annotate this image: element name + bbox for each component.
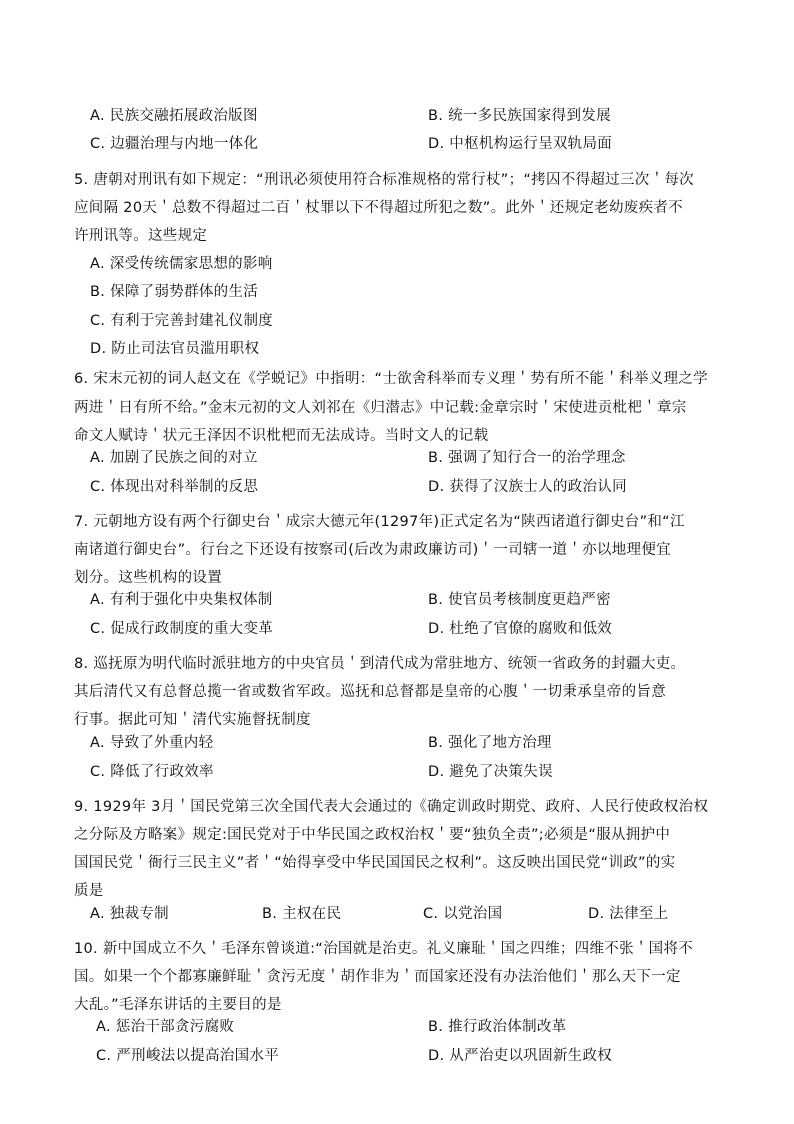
q10-stem-line-1: 10. 新中国成立不久＇毛泽东曾谈道:“治国就是治吏。礼义廉耻＇国之四维；四维不张＇国将不 bbox=[74, 941, 694, 957]
q6-option-c: C. 体现出对科举制的反思 bbox=[90, 479, 259, 495]
q5-stem-line-1: 5. 唐朝对刑讯有如下规定：“刑讯必须使用符合标准规格的常行杖”；“拷囚不得超过三次＇每次 bbox=[74, 172, 694, 188]
q7-stem-line-1: 7. 元朝地方设有两个行御史台＇成宗大德元年(1297年)正式定名为“陕西诸道行御史台”和“江 bbox=[74, 514, 685, 530]
q7-option-c: C. 促成行政制度的重大变革 bbox=[90, 621, 274, 637]
q4-option-b: B. 统一多民族国家得到发展 bbox=[428, 108, 611, 124]
q10-stem-line-2: 国。如果一个个都寡廉鲜耻＇贪污无度＇胡作非为＇而国家还没有办法治他们＇那么天下一定 bbox=[74, 969, 681, 985]
q5-option-d: D. 防止司法官员滥用职权 bbox=[90, 341, 260, 357]
q6-stem-line-1: 6. 宋末元初的词人赵文在《学蜕记》中指明：“士欲舍科举而专义理＇势有所不能＇科举义理之学 bbox=[74, 371, 708, 387]
q8-option-a: A. 导致了外重内轻 bbox=[90, 735, 214, 751]
q4-option-c: C. 边疆治理与内地一体化 bbox=[90, 136, 259, 152]
q8-stem-line-1: 8. 巡抚原为明代临时派驻地方的中央官员＇到清代成为常驻地方、统领一省政务的封疆大吏。 bbox=[74, 656, 686, 672]
q6-option-b: B. 强调了知行合一的治学理念 bbox=[428, 450, 626, 466]
q9-stem-line-2: 之分际及方略案》规定:国民党对于中华民国之政权治权＇要“独负全责”;必须是“服从拥护中 bbox=[74, 827, 671, 843]
q8-option-b: B. 强化了地方治理 bbox=[428, 735, 552, 751]
q4-option-a: A. 民族交融拓展政治版图 bbox=[90, 108, 258, 124]
q8-stem-line-3: 行事。据此可知＇清代实施督抚制度 bbox=[74, 712, 311, 728]
q6-stem-line-3: 命文人赋诗＇状元王泽因不识枇杷而无法成诗。当时文人的记载 bbox=[74, 428, 489, 444]
q9-option-b: B. 主权在民 bbox=[262, 906, 342, 922]
q10-option-c: C. 严刑峻法以提高治国水平 bbox=[96, 1048, 280, 1064]
q7-option-b: B. 使官员考核制度更趋严密 bbox=[428, 592, 611, 608]
q4-option-d: D. 中枢机构运行呈双轨局面 bbox=[428, 136, 613, 152]
q6-option-a: A. 加剧了民族之间的对立 bbox=[90, 450, 258, 466]
q9-option-a: A. 独裁专制 bbox=[90, 906, 169, 922]
q8-option-d: D. 避免了决策失误 bbox=[428, 764, 553, 780]
q10-option-a: A. 惩治干部贪污腐败 bbox=[96, 1019, 235, 1035]
q10-option-b: B. 推行政治体制改革 bbox=[428, 1019, 567, 1035]
q9-stem-line-4: 质是 bbox=[74, 883, 104, 899]
q5-option-b: B. 保障了弱势群体的生活 bbox=[90, 284, 259, 300]
q9-stem-line-3: 国国民党＇衙行三民主义”者＇“始得享受中华民国国民之权利”。这反映出国民党“训政”的实 bbox=[74, 855, 676, 871]
q9-option-c: C. 以党治国 bbox=[423, 906, 503, 922]
q7-stem-line-2: 南诸道行御史台”。行台之下还设有按察司(后改为肃政廉访司)＇一司辖一道＇亦以地理便宜 bbox=[74, 542, 671, 558]
q5-option-a: A. 深受传统儒家思想的影响 bbox=[90, 256, 273, 272]
q7-option-a: A. 有利于强化中央集权体制 bbox=[90, 592, 273, 608]
q5-option-c: C. 有利于完善封建礼仪制度 bbox=[90, 313, 274, 329]
q8-option-c: C. 降低了行政效率 bbox=[90, 764, 214, 780]
q8-stem-line-2: 其后清代又有总督总揽一省或数省军政。巡抚和总督都是皇帝的心腹＇一切秉承皇帝的旨意 bbox=[74, 684, 666, 700]
q7-stem-line-3: 划分。这些机构的设置 bbox=[74, 570, 222, 586]
q6-option-d: D. 获得了汉族士人的政治认同 bbox=[428, 479, 627, 495]
q5-stem-line-2: 应间隔 20天＇总数不得超过二百＇杖罪以下不得超过所犯之数”。此外＇还规定老幼废疾者不 bbox=[74, 200, 683, 216]
q10-option-d: D. 从严治吏以巩固新生政权 bbox=[428, 1048, 613, 1064]
q9-stem-line-1: 9. 1929年 3月＇国民党第三次全国代表大会通过的《确定训政时期党、政府、人民行使政权治权 bbox=[74, 799, 709, 815]
q10-stem-line-3: 大乱。”毛泽东讲话的主要目的是 bbox=[74, 997, 282, 1013]
q5-stem-line-3: 许刑讯等。这些规定 bbox=[74, 228, 208, 244]
q7-option-d: D. 杜绝了官僚的腐败和低效 bbox=[428, 621, 613, 637]
q6-stem-line-2: 两进＇日有所不给。”金末元初的文人刘祁在《归潜志》中记载:金章宗时＇宋使进贡枇杷＇章宗 bbox=[74, 400, 687, 416]
q9-option-d: D. 法律至上 bbox=[588, 906, 669, 922]
